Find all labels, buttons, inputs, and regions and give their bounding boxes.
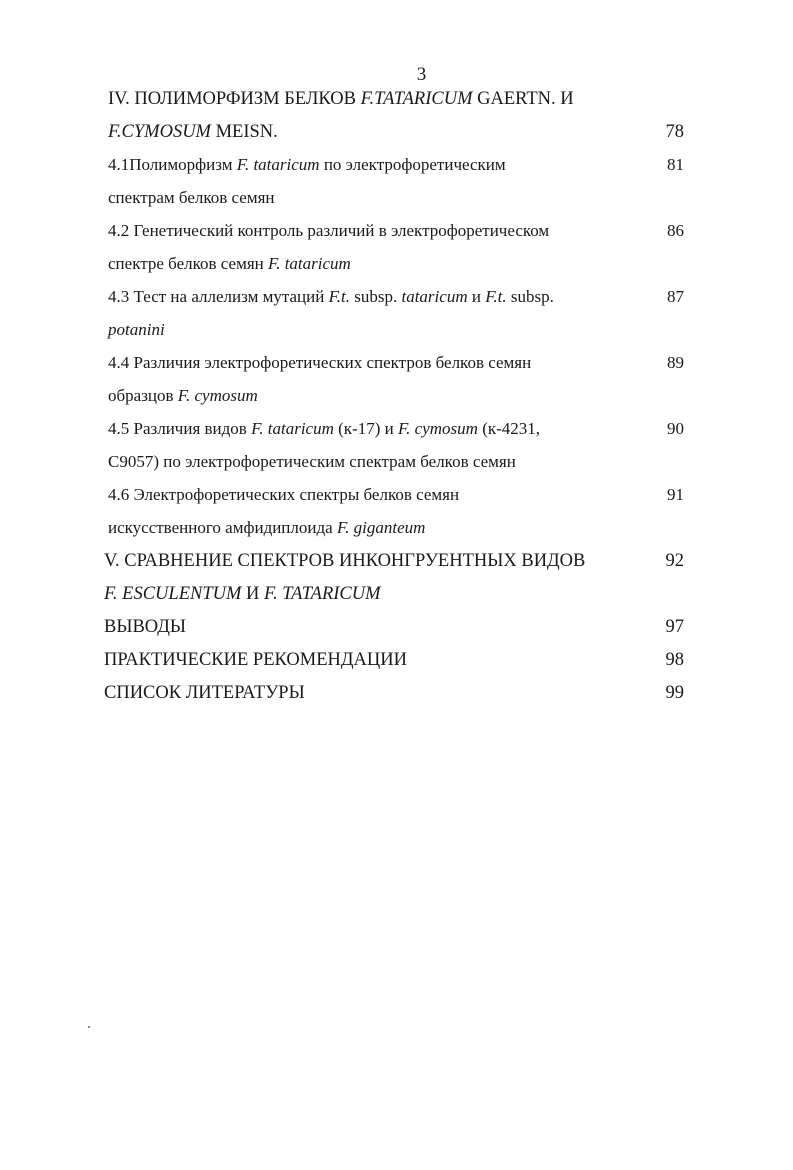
toc-page-number-ch5: 92 (665, 551, 684, 571)
toc-entry-ch4-line-2 (108, 121, 278, 143)
toc-entry-4-6-line-2 (108, 517, 425, 539)
toc-text: по электрофоретическим (319, 155, 506, 174)
toc-italic-text: F. giganteum (336, 518, 426, 537)
toc-italic-text: F. ESCULENTUM (104, 584, 242, 604)
toc-page-number-references: 99 (665, 683, 684, 703)
toc-italic-text: F.CYMOSUM (108, 122, 211, 142)
toc-italic-text: F. TATARICUM (264, 584, 381, 604)
toc-entry-recommendations-line-1 (104, 649, 407, 671)
toc-text: СПИСОК ЛИТЕРАТУРЫ (104, 683, 305, 703)
toc-text: subsp. (350, 287, 402, 306)
toc-text: (к-4231, (477, 419, 541, 438)
toc-page-number-4-5: 90 (667, 419, 684, 438)
toc-text: образцов (108, 386, 178, 405)
toc-entry-4-1-line-2 (108, 187, 275, 209)
toc-italic-text: tataricum (401, 287, 468, 306)
toc-entry-4-3-line-1 (108, 286, 554, 308)
toc-page-number-4-3: 87 (667, 287, 684, 306)
toc-entry-4-2-line-2 (108, 253, 351, 275)
toc-italic-text: F. cymosum (177, 386, 258, 405)
toc-entry-4-4-line-2 (108, 385, 258, 407)
toc-text: И (241, 584, 265, 604)
scan-speck (88, 1026, 90, 1028)
toc-text: 4.2 Генетический контроль различий в электрофоретическом (108, 221, 550, 240)
toc-entry-4-4-line-1 (108, 352, 531, 374)
toc-italic-text: F.t. (328, 287, 350, 306)
toc-text: subsp. (506, 287, 554, 306)
toc-entry-ch5-line-1 (104, 550, 585, 572)
toc-text: IV. ПОЛИМОРФИЗМ БЕЛКОВ (108, 89, 361, 109)
toc-entry-4-1-line-1 (108, 154, 506, 176)
toc-italic-text: F. cymosum (397, 419, 478, 438)
toc-page-number-conclusions: 97 (665, 617, 684, 637)
page-number: 3 (416, 64, 427, 85)
toc-text: 4.3 Тест на аллелизм мутаций (108, 287, 329, 306)
toc-entry-references-line-1 (104, 682, 305, 704)
toc-text: искусственного амфидиплоида (108, 518, 337, 537)
toc-entry-4-5-line-2 (108, 451, 516, 473)
toc-page-number-recommendations: 98 (665, 650, 684, 670)
toc-text: спектре белков семян (108, 254, 269, 273)
toc-italic-text: F.TATARICUM (360, 89, 473, 109)
toc-entry-4-5-line-1 (108, 418, 540, 440)
toc-italic-text: potanini (108, 320, 165, 339)
toc-text: 4.4 Различия электрофоретических спектров белков семян (108, 353, 532, 372)
toc-italic-text: F. tataricum (251, 419, 334, 438)
toc-text: ПРАКТИЧЕСКИЕ РЕКОМЕНДАЦИИ (104, 650, 407, 670)
toc-page-number-ch4: 78 (665, 122, 684, 142)
toc-text: GAERTN. И (472, 89, 574, 109)
toc-italic-text: F. tataricum (236, 155, 320, 174)
toc-text: спектрам белков семян (108, 188, 275, 207)
toc-page-number-4-6: 91 (667, 485, 684, 504)
toc-page-number-4-4: 89 (667, 353, 684, 372)
toc-text: и (467, 287, 486, 306)
toc-italic-text: F. tataricum (268, 254, 351, 273)
toc-entry-ch5-line-2 (104, 583, 381, 605)
toc-entry-4-3-line-2 (108, 319, 165, 341)
toc-text: ВЫВОДЫ (104, 617, 187, 637)
toc-text: 4.6 Электрофоретических спектры белков семян (108, 485, 460, 504)
toc-entry-4-6-line-1 (108, 484, 459, 506)
toc-entry-ch4-line-1 (108, 88, 574, 110)
toc-text: С9057) по электрофоретическим спектрам белков семян (108, 452, 516, 471)
toc-text: MEISN. (210, 122, 278, 142)
toc-entry-4-2-line-1 (108, 220, 549, 242)
toc-text: (к-17) и (333, 419, 398, 438)
toc-text: 4.5 Различия видов (108, 419, 252, 438)
toc-text: 4.1Полиморфизм (108, 155, 237, 174)
toc-page-number-4-2: 86 (667, 221, 684, 240)
toc-entry-conclusions-line-1 (104, 616, 186, 638)
toc-text: V. СРАВНЕНИЕ СПЕКТРОВ ИНКОНГРУЕНТНЫХ ВИДОВ (104, 551, 586, 571)
toc-italic-text: F.t. (485, 287, 507, 306)
toc-page-number-4-1: 81 (667, 155, 684, 174)
